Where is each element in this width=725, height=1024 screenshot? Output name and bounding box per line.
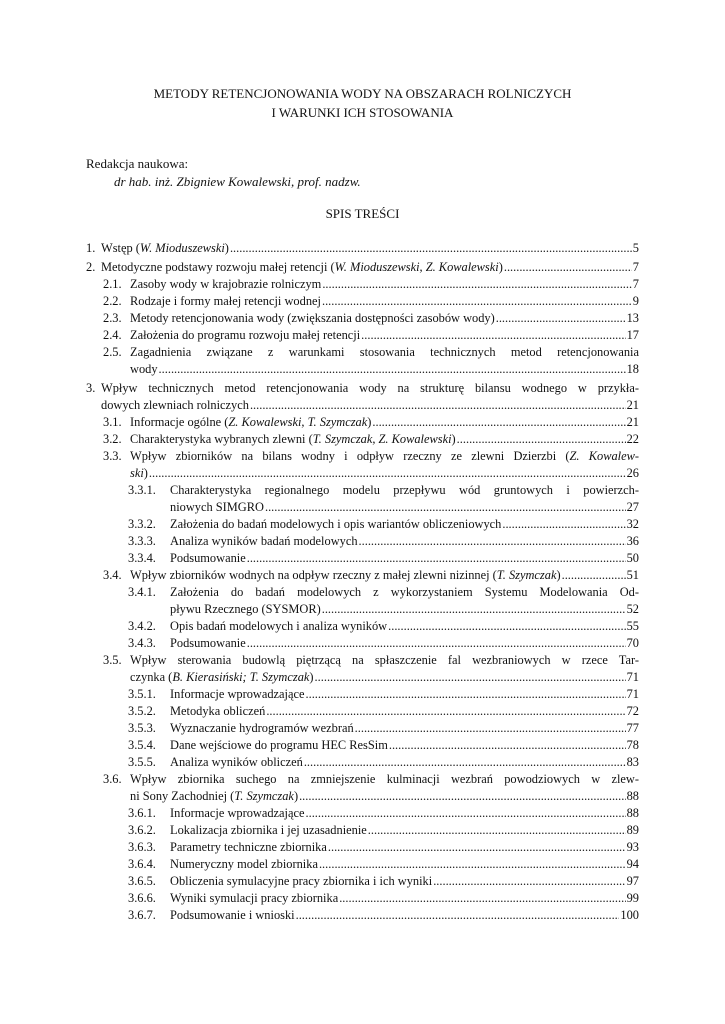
toc-leader-dots bbox=[247, 635, 626, 652]
toc-leader-dots bbox=[306, 805, 626, 822]
toc-entry-page: 18 bbox=[626, 362, 639, 376]
toc-entry-page: 94 bbox=[626, 857, 639, 871]
toc-entry-title: czynka (B. Kierasiński; T. Szymczak) bbox=[130, 670, 314, 684]
toc-entry bbox=[86, 890, 639, 907]
toc-leader-dots bbox=[159, 361, 626, 378]
toc-entry-page: 7 bbox=[632, 277, 639, 291]
toc-entry-title: Założenia do programu rozwoju małej retencji bbox=[130, 328, 361, 342]
toc-leader-dots bbox=[355, 720, 626, 737]
toc-entry-page: 55 bbox=[626, 619, 639, 633]
toc-entry-title: Informacje wprowadzające bbox=[170, 806, 305, 820]
toc-leader-dots bbox=[457, 431, 626, 448]
toc-entry-page: 100 bbox=[620, 908, 639, 922]
toc-entry-title: Wyniki symulacji pracy zbiornika bbox=[170, 891, 339, 905]
toc-entry-page: 83 bbox=[626, 755, 639, 769]
toc-entry-title: Dane wejściowe do programu HEC ResSim bbox=[170, 738, 388, 752]
toc-leader-dots bbox=[361, 327, 625, 344]
toc-entry-page: 21 bbox=[626, 415, 639, 429]
toc-entry-title: Metodyczne podstawy rozwoju małej retencji (W. Mioduszewski, Z. Kowalewski) bbox=[101, 260, 503, 274]
toc-leader-dots bbox=[562, 567, 626, 584]
toc-entry-authors: T. Szymczak, Z. Kowalewski bbox=[312, 432, 452, 446]
toc-entry-title: Wyznaczanie hydrogramów wezbrań bbox=[170, 721, 354, 735]
toc-entry-title: Założenia do badań modelowych z wykorzystaniem Systemu Modelowania Od- bbox=[170, 585, 639, 599]
toc-entry-title: wody bbox=[130, 362, 158, 376]
toc-entry-page: 21 bbox=[626, 398, 639, 412]
editor-name: dr hab. inż. Zbigniew Kowalewski, prof. nadzw. bbox=[114, 174, 361, 189]
toc-entry-number: 2. bbox=[86, 260, 96, 274]
toc-entry-number: 3.6.2. bbox=[128, 823, 156, 837]
toc-entry-title: Wpływ technicznych metod retencjonowania wody na strukturę bilansu wodnego w przykła- bbox=[101, 381, 639, 395]
toc-entry bbox=[86, 771, 639, 805]
toc-entry-number: 3.5. bbox=[103, 653, 122, 667]
toc-entry-page: 32 bbox=[626, 517, 639, 531]
toc-entry-number: 3.6.1. bbox=[128, 806, 156, 820]
toc-leader-dots bbox=[328, 839, 626, 856]
toc-entry bbox=[86, 618, 639, 635]
toc-entry bbox=[86, 550, 639, 567]
toc-leader-dots bbox=[359, 533, 626, 550]
toc-entry bbox=[86, 327, 639, 344]
toc-entry-page: 52 bbox=[626, 602, 639, 616]
toc-leader-dots bbox=[315, 669, 626, 686]
toc-leader-dots bbox=[250, 397, 626, 414]
toc-leader-dots bbox=[266, 703, 625, 720]
toc-entry-number: 3.6.3. bbox=[128, 840, 156, 854]
toc-entry-title: Numeryczny model zbiornika bbox=[170, 857, 318, 871]
toc-entry-number: 3.3.4. bbox=[128, 551, 156, 565]
toc-entry-title: ni Sony Zachodniej (T. Szymczak) bbox=[130, 789, 299, 803]
toc-entry-authors: W. Mioduszewski bbox=[139, 241, 225, 255]
toc-entry bbox=[86, 805, 639, 822]
toc-entry-title: Wpływ zbiorników na bilans wodny i odpływ rzeczny ze zlewni Dzierzbi (Z. Kowalew- bbox=[130, 449, 639, 463]
toc-entry-title: Informacje wprowadzające bbox=[170, 687, 305, 701]
toc-entry-page: 99 bbox=[626, 891, 639, 905]
toc-leader-dots bbox=[247, 550, 626, 567]
toc-entry-page: 7 bbox=[632, 260, 639, 274]
toc-entry-number: 3.6.7. bbox=[128, 908, 156, 922]
toc-entry bbox=[86, 293, 639, 310]
toc-entry-title: Wpływ zbiornika suchego na zmniejszenie kulminacji wezbrań powodziowych w zlew- bbox=[130, 772, 639, 786]
toc-leader-dots bbox=[230, 240, 632, 257]
toc-entry-number: 3.6. bbox=[103, 772, 122, 786]
toc-entry-number: 3.3.1. bbox=[128, 483, 156, 497]
toc-entry-page: 88 bbox=[626, 789, 639, 803]
toc-entry-page: 36 bbox=[626, 534, 639, 548]
toc-entry-number: 3.4. bbox=[103, 568, 122, 582]
toc-entry-authors: B. Kierasiński; T. Szymczak bbox=[172, 670, 310, 684]
toc-entry-number: 3.6.6. bbox=[128, 891, 156, 905]
toc-entry bbox=[86, 259, 639, 276]
toc-entry-number: 3.5.4. bbox=[128, 738, 156, 752]
toc-entry-title: Informacje ogólne (Z. Kowalewski, T. Szymczak) bbox=[130, 415, 372, 429]
toc-entry-page: 13 bbox=[626, 311, 639, 325]
toc-entry-authors: W. Mioduszewski, Z. Kowalewski bbox=[334, 260, 499, 274]
toc-leader-dots bbox=[372, 414, 625, 431]
toc-entry-number: 3. bbox=[86, 381, 96, 395]
toc-entry bbox=[86, 652, 639, 686]
toc-entry bbox=[86, 276, 639, 293]
document-title-line-2: I WARUNKI ICH STOSOWANIA bbox=[271, 105, 454, 120]
toc-entry-title: Analiza wyników badań modelowych bbox=[170, 534, 358, 548]
toc-entry-title: Wpływ sterowania budowlą piętrzącą na spłaszczenie fal wezbraniowych w rzece Tar- bbox=[130, 653, 639, 667]
toc-leader-dots bbox=[319, 856, 626, 873]
toc-entry bbox=[86, 240, 639, 257]
toc-leader-dots bbox=[433, 873, 625, 890]
toc-entry-page: 51 bbox=[626, 568, 639, 582]
toc-entry-number: 1. bbox=[86, 241, 96, 255]
toc-leader-dots bbox=[304, 754, 626, 771]
toc-entry-page: 89 bbox=[626, 823, 639, 837]
toc-entry-page: 9 bbox=[632, 294, 639, 308]
toc-entry-title: niowych SIMGRO bbox=[170, 500, 264, 514]
toc-entry bbox=[86, 720, 639, 737]
toc-entry-title: Metodyka obliczeń bbox=[170, 704, 266, 718]
toc-entry-page: 17 bbox=[626, 328, 639, 342]
toc-entry-authors: T. Szymczak bbox=[496, 568, 557, 582]
toc-entry-page: 27 bbox=[626, 500, 639, 514]
toc-entry-title: Wpływ zbiorników wodnych na odpływ rzeczny z małej zlewni nizinnej (T. Szymczak) bbox=[130, 568, 561, 582]
toc-entry-page: 93 bbox=[626, 840, 639, 854]
toc-entry-title: Metody retencjonowania wody (zwiększania dostępności zasobów wody) bbox=[130, 311, 495, 325]
toc-leader-dots bbox=[299, 788, 626, 805]
toc-entry-number: 2.4. bbox=[103, 328, 122, 342]
toc-leader-dots bbox=[149, 465, 626, 482]
toc-entry-page: 5 bbox=[632, 241, 639, 255]
toc-entry bbox=[86, 310, 639, 327]
toc-entry-authors: Z. Kowalew- bbox=[569, 449, 639, 463]
toc-leader-dots bbox=[322, 601, 626, 618]
toc-entry bbox=[86, 737, 639, 754]
toc-entry bbox=[86, 907, 639, 924]
toc-entry-title: Lokalizacja zbiornika i jej uzasadnienie bbox=[170, 823, 367, 837]
toc-leader-dots bbox=[322, 293, 632, 310]
toc-entry-authors: ski bbox=[130, 466, 144, 480]
toc-entry-title: Podsumowanie bbox=[170, 551, 246, 565]
toc-entry-number: 3.5.5. bbox=[128, 755, 156, 769]
editor-label: Redakcja naukowa: bbox=[86, 156, 189, 171]
toc-entry-number: 2.5. bbox=[103, 345, 122, 359]
toc-entry-number: 3.3.3. bbox=[128, 534, 156, 548]
toc-entry-page: 97 bbox=[626, 874, 639, 888]
toc-entry-number: 3.5.3. bbox=[128, 721, 156, 735]
toc-leader-dots bbox=[389, 737, 626, 754]
toc-leader-dots bbox=[368, 822, 626, 839]
toc-entry-number: 3.2. bbox=[103, 432, 122, 446]
toc-entry-title: dowych zlewniach rolniczych bbox=[101, 398, 249, 412]
toc-leader-dots bbox=[502, 516, 625, 533]
toc-entry-title: Podsumowanie bbox=[170, 636, 246, 650]
toc-leader-dots bbox=[339, 890, 625, 907]
toc-entry bbox=[86, 856, 639, 873]
toc-entry-title: Opis badań modelowych i analiza wyników bbox=[170, 619, 388, 633]
toc-entry-title: ski) bbox=[130, 466, 148, 480]
toc-entry-page: 70 bbox=[626, 636, 639, 650]
toc-leader-dots bbox=[296, 907, 620, 924]
document-title-line-1: METODY RETENCJONOWANIA WODY NA OBSZARACH ROLNICZYCH bbox=[153, 86, 572, 101]
toc-leader-dots bbox=[388, 618, 625, 635]
toc-entry-page: 72 bbox=[626, 704, 639, 718]
toc-entry-number: 3.4.3. bbox=[128, 636, 156, 650]
toc-entry bbox=[86, 584, 639, 618]
toc-entry-number: 3.3.2. bbox=[128, 517, 156, 531]
toc-entry-page: 71 bbox=[626, 670, 639, 684]
toc-entry-title: Obliczenia symulacyjne pracy zbiornika i ich wyniki bbox=[170, 874, 433, 888]
toc-entry bbox=[86, 414, 639, 431]
toc-entry-page: 22 bbox=[626, 432, 639, 446]
toc-entry-title: Analiza wyników obliczeń bbox=[170, 755, 303, 769]
toc-leader-dots bbox=[504, 259, 632, 276]
toc-entry bbox=[86, 516, 639, 533]
toc-entry-number: 3.5.1. bbox=[128, 687, 156, 701]
toc-entry-number: 2.2. bbox=[103, 294, 122, 308]
toc-entry-number: 3.3. bbox=[103, 449, 122, 463]
toc-entry-authors: T. Szymczak bbox=[234, 789, 294, 803]
toc-entry-number: 3.5.2. bbox=[128, 704, 156, 718]
toc-entry bbox=[86, 839, 639, 856]
toc-entry bbox=[86, 482, 639, 516]
toc-leader-dots bbox=[306, 686, 626, 703]
toc-entry-page: 71 bbox=[626, 687, 639, 701]
toc-entry-title: Wstęp (W. Mioduszewski) bbox=[101, 241, 229, 255]
toc-entry-title: Parametry techniczne zbiornika bbox=[170, 840, 327, 854]
toc-entry-number: 3.4.1. bbox=[128, 585, 156, 599]
toc-entry bbox=[86, 380, 639, 414]
toc-entry-page: 50 bbox=[626, 551, 639, 565]
toc-entry bbox=[86, 533, 639, 550]
toc-entry-page: 78 bbox=[626, 738, 639, 752]
toc-entry-title: pływu Rzecznego (SYSMOR) bbox=[170, 602, 321, 616]
toc-leader-dots bbox=[265, 499, 626, 516]
toc-entry-title: Podsumowanie i wnioski bbox=[170, 908, 295, 922]
toc-entry-title: Rodzaje i formy małej retencji wodnej bbox=[130, 294, 321, 308]
toc-entry-page: 88 bbox=[626, 806, 639, 820]
toc-entry-authors: Z. Kowalewski, T. Szymczak bbox=[228, 415, 368, 429]
toc-heading: SPIS TREŚCI bbox=[325, 206, 400, 221]
toc-entry-number: 2.1. bbox=[103, 277, 122, 291]
toc-entry bbox=[86, 344, 639, 378]
toc-entry bbox=[86, 703, 639, 720]
toc-entry bbox=[86, 567, 639, 584]
toc-entry-title: Założenia do badań modelowych i opis wariantów obliczeniowych bbox=[170, 517, 502, 531]
toc-entry-number: 3.1. bbox=[103, 415, 122, 429]
toc-entry-number: 3.6.5. bbox=[128, 874, 156, 888]
toc-entry-number: 3.4.2. bbox=[128, 619, 156, 633]
toc-entry bbox=[86, 754, 639, 771]
toc-entry bbox=[86, 873, 639, 890]
toc-entry-page: 77 bbox=[626, 721, 639, 735]
toc-entry bbox=[86, 448, 639, 482]
toc-entry bbox=[86, 635, 639, 652]
toc-entry-page: 26 bbox=[626, 466, 639, 480]
toc-entry-title: Zasoby wody w krajobrazie rolniczym bbox=[130, 277, 322, 291]
toc-entry bbox=[86, 822, 639, 839]
toc-leader-dots bbox=[496, 310, 626, 327]
toc-entry-number: 3.6.4. bbox=[128, 857, 156, 871]
toc-leader-dots bbox=[322, 276, 631, 293]
toc-entry-number: 2.3. bbox=[103, 311, 122, 325]
toc-entry bbox=[86, 686, 639, 703]
toc-entry bbox=[86, 431, 639, 448]
toc-entry-title: Zagadnienia związane z warunkami stosowania technicznych metod retencjonowania bbox=[130, 345, 639, 359]
toc-entry-title: Charakterystyka regionalnego modelu przepływu wód gruntowych i powierzch- bbox=[170, 483, 639, 497]
toc-entry-title: Charakterystyka wybranych zlewni (T. Szymczak, Z. Kowalewski) bbox=[130, 432, 456, 446]
table-of-contents bbox=[86, 240, 639, 924]
